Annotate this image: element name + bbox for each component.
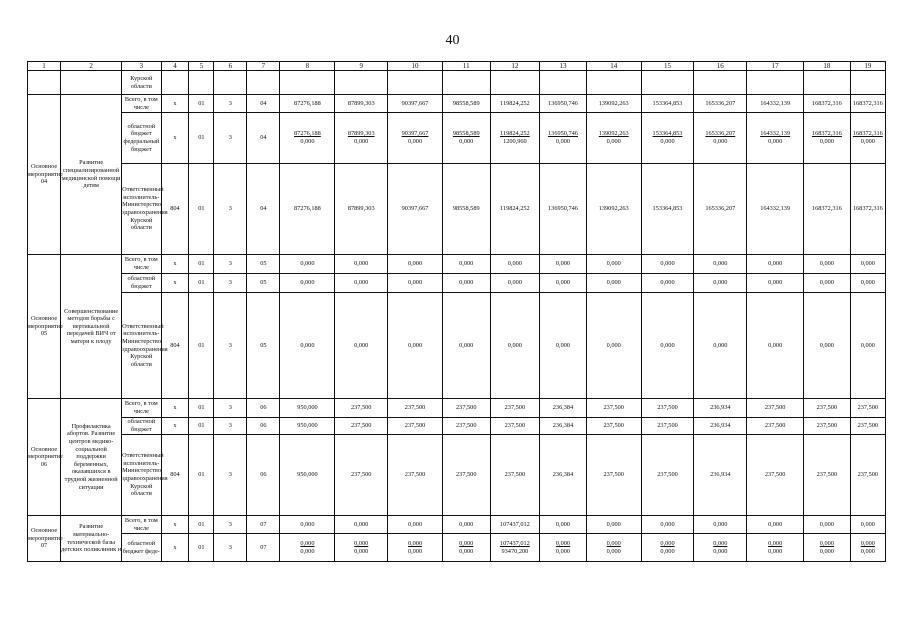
value-bottom: 0,000 xyxy=(300,547,315,555)
value-cell: 168372,316 xyxy=(804,95,851,113)
value-cell: 0,000 xyxy=(641,516,694,534)
value-top: 153364,853 xyxy=(652,130,683,138)
value-cell: 237,500 xyxy=(747,435,804,516)
cell-empty xyxy=(28,71,61,95)
code-gp: 01 xyxy=(189,95,214,113)
code-pgp: 3 xyxy=(214,274,247,293)
value-cell: 0,000 xyxy=(490,274,540,293)
value-top: 0,000 xyxy=(819,539,834,547)
event-description: Развитие специализированной медицинской помощи детям xyxy=(61,95,122,255)
value-bottom: 0,000 xyxy=(819,547,834,555)
value-cell: 237,500 xyxy=(641,435,694,516)
value-cell xyxy=(804,534,851,562)
value-cell: 90397,667 xyxy=(388,95,443,113)
value-cell: 237,500 xyxy=(388,418,443,435)
value-cell: 0,000 xyxy=(586,274,641,293)
code-gp: 01 xyxy=(189,293,214,399)
table-row xyxy=(28,113,886,164)
code-gp: 01 xyxy=(189,113,214,164)
value-cell: 98558,589 xyxy=(442,95,490,113)
value-cell: 119824,252 xyxy=(490,95,540,113)
value-top: 90397,667 xyxy=(401,130,429,138)
code-om: 04 xyxy=(247,113,280,164)
code-pgp: 3 xyxy=(214,255,247,274)
value-bottom: 1200,960 xyxy=(503,138,527,145)
cell-empty xyxy=(586,71,641,95)
value-bottom: 0,000 xyxy=(555,138,571,145)
value-cell: 0,000 xyxy=(490,255,540,274)
value-cell: 139092,263 xyxy=(586,95,641,113)
value-cell: 0,000 xyxy=(388,255,443,274)
value-cell: 0,000 xyxy=(850,516,885,534)
value-cell: 237,500 xyxy=(804,399,851,418)
value-cell: 0,000 xyxy=(335,516,388,534)
code-om: 05 xyxy=(247,255,280,274)
value-cell xyxy=(850,113,885,164)
value-cell: 0,000 xyxy=(694,255,747,274)
value-top: 0,000 xyxy=(860,539,875,547)
value-bottom: 0,000 xyxy=(606,138,621,145)
cell-empty xyxy=(335,71,388,95)
code-gp: 01 xyxy=(189,399,214,418)
value-cell: 0,000 xyxy=(280,516,335,534)
value-top: 0,000 xyxy=(459,539,474,547)
value-cell: 0,000 xyxy=(388,274,443,293)
value-cell: 237,500 xyxy=(850,399,885,418)
value-cell: 237,500 xyxy=(747,399,804,418)
cell-empty xyxy=(490,71,540,95)
code-gp: 01 xyxy=(189,255,214,274)
event-name: Основное мероприятие 05 xyxy=(28,255,61,399)
value-cell: 0,000 xyxy=(747,293,804,399)
value-cell: 237,500 xyxy=(388,435,443,516)
code-grbs: 804 xyxy=(161,435,189,516)
value-cell: 236,384 xyxy=(540,399,587,418)
event-name: Основное мероприятие 06 xyxy=(28,399,61,516)
table-row xyxy=(28,534,886,562)
value-cell: 0,000 xyxy=(747,516,804,534)
value-cell: 0,000 xyxy=(540,516,587,534)
value-top: 0,000 xyxy=(555,539,571,547)
code-grbs: x xyxy=(161,516,189,534)
value-cell xyxy=(694,113,747,164)
cell-empty xyxy=(804,71,851,95)
code-pgp: 3 xyxy=(214,516,247,534)
value-cell xyxy=(335,113,388,164)
event-description: Профилактика абортов. Развитие центров медико-социальной поддержки беременных, оказавшихся в трудной жизненной ситуации xyxy=(61,399,122,516)
value-cell: 237,500 xyxy=(490,399,540,418)
value-cell: 107437,012 xyxy=(490,516,540,534)
header-cell: 19 xyxy=(850,62,885,71)
header-cell: 4 xyxy=(161,62,189,71)
value-cell: 0,000 xyxy=(540,274,587,293)
value-cell: 237,500 xyxy=(490,418,540,435)
value-bottom: 0,000 xyxy=(860,138,875,145)
value-top: 0,000 xyxy=(660,539,675,547)
table-row xyxy=(28,274,886,293)
value-cell: 237,500 xyxy=(335,418,388,435)
value-cell: 0,000 xyxy=(804,274,851,293)
value-cell: 237,500 xyxy=(388,399,443,418)
funding-source: Ответственный исполнитель- Министерство здравоохранения Курской области xyxy=(122,164,161,255)
value-cell: 0,000 xyxy=(442,274,490,293)
header-cell: 13 xyxy=(540,62,587,71)
value-cell xyxy=(586,534,641,562)
value-cell: 950,000 xyxy=(280,418,335,435)
value-cell: 87276,188 xyxy=(280,164,335,255)
funding-source: Всего, в том числе xyxy=(122,255,161,274)
header-cell: 3 xyxy=(122,62,161,71)
value-cell: 0,000 xyxy=(694,274,747,293)
value-cell: 236,934 xyxy=(694,435,747,516)
code-om: 04 xyxy=(247,95,280,113)
value-cell: 0,000 xyxy=(442,516,490,534)
value-top: 0,000 xyxy=(354,539,369,547)
code-pgp: 3 xyxy=(214,113,247,164)
cell-empty xyxy=(61,71,122,95)
cell-empty xyxy=(540,71,587,95)
value-cell: 153364,853 xyxy=(641,95,694,113)
value-cell: 0,000 xyxy=(540,293,587,399)
value-cell: 0,000 xyxy=(280,293,335,399)
value-cell: 165336,207 xyxy=(694,164,747,255)
code-om: 07 xyxy=(247,534,280,562)
value-bottom: 0,000 xyxy=(768,547,783,555)
header-cell: 11 xyxy=(442,62,490,71)
value-cell: 139092,263 xyxy=(586,164,641,255)
code-om: 06 xyxy=(247,418,280,435)
value-cell: 950,000 xyxy=(280,399,335,418)
code-gp: 01 xyxy=(189,274,214,293)
value-bottom: 0,000 xyxy=(819,138,834,145)
header-cell: 12 xyxy=(490,62,540,71)
code-pgp: 3 xyxy=(214,418,247,435)
value-cell: 0,000 xyxy=(335,255,388,274)
header-cell: 2 xyxy=(61,62,122,71)
funding-source: Всего, в том числе xyxy=(122,516,161,534)
value-cell: 0,000 xyxy=(388,293,443,399)
header-cell: 18 xyxy=(804,62,851,71)
value-cell: 98558,589 xyxy=(442,164,490,255)
value-cell xyxy=(280,113,335,164)
value-cell xyxy=(804,113,851,164)
header-cell: 17 xyxy=(747,62,804,71)
value-cell: 168372,316 xyxy=(850,164,885,255)
value-cell: 168372,316 xyxy=(804,164,851,255)
value-cell: 236,934 xyxy=(694,418,747,435)
funding-source: Всего, в том числе xyxy=(122,399,161,418)
funding-source: Ответственный исполнитель- Министерство здравоохранения Курской области xyxy=(122,435,161,516)
value-cell: 0,000 xyxy=(280,255,335,274)
code-om: 06 xyxy=(247,435,280,516)
value-cell xyxy=(641,534,694,562)
value-cell: 237,500 xyxy=(804,418,851,435)
value-cell: 237,500 xyxy=(641,418,694,435)
header-cell: 10 xyxy=(388,62,443,71)
value-cell: 0,000 xyxy=(586,255,641,274)
cell-empty xyxy=(694,71,747,95)
cell-empty xyxy=(388,71,443,95)
cell-empty xyxy=(247,71,280,95)
value-top: 168372,316 xyxy=(811,130,842,138)
table-row xyxy=(28,418,886,435)
value-cell: 0,000 xyxy=(747,274,804,293)
code-pgp: 3 xyxy=(214,435,247,516)
value-cell xyxy=(747,534,804,562)
value-bottom: 0,000 xyxy=(660,138,675,145)
cell-empty xyxy=(850,71,885,95)
funding-source: областной бюджет xyxy=(122,274,161,293)
value-cell xyxy=(388,113,443,164)
table-row xyxy=(28,293,886,399)
event-description: Развитие материально-технической базы детских поликлиник и xyxy=(61,516,122,562)
value-cell: 0,000 xyxy=(335,293,388,399)
code-om: 06 xyxy=(247,399,280,418)
value-cell: 237,500 xyxy=(850,418,885,435)
value-cell xyxy=(540,534,587,562)
header-cell: 5 xyxy=(189,62,214,71)
cell-empty xyxy=(641,71,694,95)
value-bottom: 0,000 xyxy=(459,138,474,145)
value-top: 168372,316 xyxy=(852,130,883,138)
header-cell: 9 xyxy=(335,62,388,71)
value-cell: 237,500 xyxy=(804,435,851,516)
value-cell: 236,384 xyxy=(540,435,587,516)
value-top: 119824,252 xyxy=(500,130,530,138)
value-top: 87276,188 xyxy=(294,130,321,138)
value-cell xyxy=(442,534,490,562)
value-cell xyxy=(641,113,694,164)
value-cell: 237,500 xyxy=(586,435,641,516)
value-cell: 87276,188 xyxy=(280,95,335,113)
cell-empty xyxy=(442,71,490,95)
header-cell: 7 xyxy=(247,62,280,71)
value-cell: 237,500 xyxy=(586,418,641,435)
value-cell: 236,934 xyxy=(694,399,747,418)
value-bottom: 0,000 xyxy=(407,547,423,555)
value-cell: 0,000 xyxy=(804,516,851,534)
code-gp: 01 xyxy=(189,164,214,255)
value-cell: 237,500 xyxy=(850,435,885,516)
value-cell: 165336,207 xyxy=(694,95,747,113)
value-cell xyxy=(850,534,885,562)
header-cell: 14 xyxy=(586,62,641,71)
value-cell: 237,500 xyxy=(641,399,694,418)
table-row xyxy=(28,95,886,113)
value-cell: 237,500 xyxy=(490,435,540,516)
value-cell xyxy=(586,113,641,164)
value-bottom: 0,000 xyxy=(407,138,423,145)
value-cell: 164332,139 xyxy=(747,95,804,113)
value-cell: 0,000 xyxy=(442,255,490,274)
code-pgp: 3 xyxy=(214,95,247,113)
value-cell: 0,000 xyxy=(442,293,490,399)
event-name: Основное мероприятие 04 xyxy=(28,95,61,255)
code-grbs: x xyxy=(161,399,189,418)
value-cell: 136950,746 xyxy=(540,95,587,113)
value-top: 107437,012 xyxy=(499,539,530,547)
value-cell: 0,000 xyxy=(747,255,804,274)
value-bottom: 0,000 xyxy=(354,547,369,555)
code-gp: 01 xyxy=(189,534,214,562)
value-cell: 0,000 xyxy=(586,516,641,534)
value-cell: 237,500 xyxy=(335,399,388,418)
value-cell: 237,500 xyxy=(335,435,388,516)
value-bottom: 0,000 xyxy=(768,138,783,145)
value-cell: 87899,303 xyxy=(335,95,388,113)
header-cell: 16 xyxy=(694,62,747,71)
code-grbs: x xyxy=(161,255,189,274)
value-top: 0,000 xyxy=(300,539,315,547)
code-pgp: 3 xyxy=(214,164,247,255)
value-cell: 0,000 xyxy=(280,274,335,293)
header-cell: 8 xyxy=(280,62,335,71)
value-cell xyxy=(490,113,540,164)
header-cell: 1 xyxy=(28,62,61,71)
cell-empty xyxy=(214,71,247,95)
funding-source: областной бюджет феде- xyxy=(122,534,161,562)
value-cell: 950,000 xyxy=(280,435,335,516)
value-cell: 0,000 xyxy=(804,255,851,274)
value-bottom: 0,000 xyxy=(459,547,474,555)
value-bottom: 93470,200 xyxy=(501,547,529,555)
page-number: 40 xyxy=(445,33,460,48)
value-top: 0,000 xyxy=(713,539,728,547)
value-top: 0,000 xyxy=(407,539,423,547)
value-cell: 237,500 xyxy=(586,399,641,418)
table-row xyxy=(28,164,886,255)
value-bottom: 0,000 xyxy=(606,547,621,555)
value-cell: 237,500 xyxy=(442,399,490,418)
value-bottom: 0,000 xyxy=(713,547,728,555)
code-pgp: 3 xyxy=(214,293,247,399)
table-row xyxy=(28,399,886,418)
value-cell: 119824,252 xyxy=(490,164,540,255)
value-cell: 0,000 xyxy=(694,516,747,534)
funding-source: Ответственный исполнитель- Министерство здравоохранения Курской области xyxy=(122,293,161,399)
table-row xyxy=(28,255,886,274)
value-top: 165336,207 xyxy=(705,130,736,138)
value-cell: 0,000 xyxy=(388,516,443,534)
budget-table xyxy=(27,61,886,562)
cell-empty xyxy=(280,71,335,95)
value-cell: 0,000 xyxy=(804,293,851,399)
code-om: 04 xyxy=(247,164,280,255)
header-cell: 15 xyxy=(641,62,694,71)
value-cell: 0,000 xyxy=(641,274,694,293)
funding-source: Всего, в том числе xyxy=(122,95,161,113)
code-om: 07 xyxy=(247,516,280,534)
code-grbs: x xyxy=(161,274,189,293)
value-cell: 164332,139 xyxy=(747,164,804,255)
value-top: 136950,746 xyxy=(548,130,578,138)
value-top: 164332,139 xyxy=(760,130,791,138)
header-row xyxy=(28,62,886,71)
value-cell: 87899,303 xyxy=(335,164,388,255)
cell-empty xyxy=(161,71,189,95)
value-cell: 153364,853 xyxy=(641,164,694,255)
code-grbs: x xyxy=(161,534,189,562)
value-cell xyxy=(335,534,388,562)
funding-source: областной бюджет федеральный бюджет xyxy=(122,113,161,164)
value-top: 87899,303 xyxy=(347,130,375,138)
value-cell xyxy=(280,534,335,562)
cell-empty xyxy=(189,71,214,95)
table-row xyxy=(28,435,886,516)
event-name: Основное мероприятие 07 xyxy=(28,516,61,562)
value-bottom: 0,000 xyxy=(354,138,369,145)
code-pgp: 3 xyxy=(214,399,247,418)
value-cell: 0,000 xyxy=(850,293,885,399)
code-om: 05 xyxy=(247,274,280,293)
value-cell xyxy=(694,534,747,562)
code-om: 05 xyxy=(247,293,280,399)
value-bottom: 0,000 xyxy=(300,138,315,145)
code-grbs: x xyxy=(161,418,189,435)
value-cell: 90397,667 xyxy=(388,164,443,255)
value-top: 0,000 xyxy=(606,539,621,547)
header-cell: 6 xyxy=(214,62,247,71)
value-cell xyxy=(442,113,490,164)
code-grbs: x xyxy=(161,95,189,113)
value-cell: 0,000 xyxy=(850,255,885,274)
code-pgp: 3 xyxy=(214,534,247,562)
event-description: Совершенствование методов борьбы с вертикальной передачей ВИЧ от матери к плоду xyxy=(61,255,122,399)
value-bottom: 0,000 xyxy=(660,547,675,555)
value-cell: 236,384 xyxy=(540,418,587,435)
cell-empty xyxy=(747,71,804,95)
table-row xyxy=(28,516,886,534)
value-cell xyxy=(490,534,540,562)
value-cell: 0,000 xyxy=(586,293,641,399)
value-cell: 0,000 xyxy=(641,293,694,399)
value-cell: 0,000 xyxy=(540,255,587,274)
value-cell: 0,000 xyxy=(694,293,747,399)
value-cell: 0,000 xyxy=(490,293,540,399)
value-cell xyxy=(747,113,804,164)
code-gp: 01 xyxy=(189,516,214,534)
value-top: 0,000 xyxy=(768,539,783,547)
value-cell xyxy=(388,534,443,562)
value-cell: 136950,746 xyxy=(540,164,587,255)
value-cell: 0,000 xyxy=(641,255,694,274)
cell-responsible: Курской области xyxy=(122,71,161,95)
value-cell: 237,500 xyxy=(747,418,804,435)
value-cell: 168372,316 xyxy=(850,95,885,113)
value-bottom: 0,000 xyxy=(860,547,875,555)
code-grbs: 804 xyxy=(161,293,189,399)
value-top: 139092,263 xyxy=(598,130,629,138)
value-cell: 237,500 xyxy=(442,418,490,435)
value-cell: 0,000 xyxy=(335,274,388,293)
value-top: 98558,589 xyxy=(452,130,480,138)
code-gp: 01 xyxy=(189,435,214,516)
value-bottom: 0,000 xyxy=(555,547,571,555)
code-grbs: x xyxy=(161,113,189,164)
value-bottom: 0,000 xyxy=(713,138,728,145)
value-cell: 237,500 xyxy=(442,435,490,516)
table-row xyxy=(28,71,886,95)
value-cell: 0,000 xyxy=(850,274,885,293)
code-gp: 01 xyxy=(189,418,214,435)
code-grbs: 804 xyxy=(161,164,189,255)
funding-source: областной бюджет xyxy=(122,418,161,435)
value-cell xyxy=(540,113,587,164)
